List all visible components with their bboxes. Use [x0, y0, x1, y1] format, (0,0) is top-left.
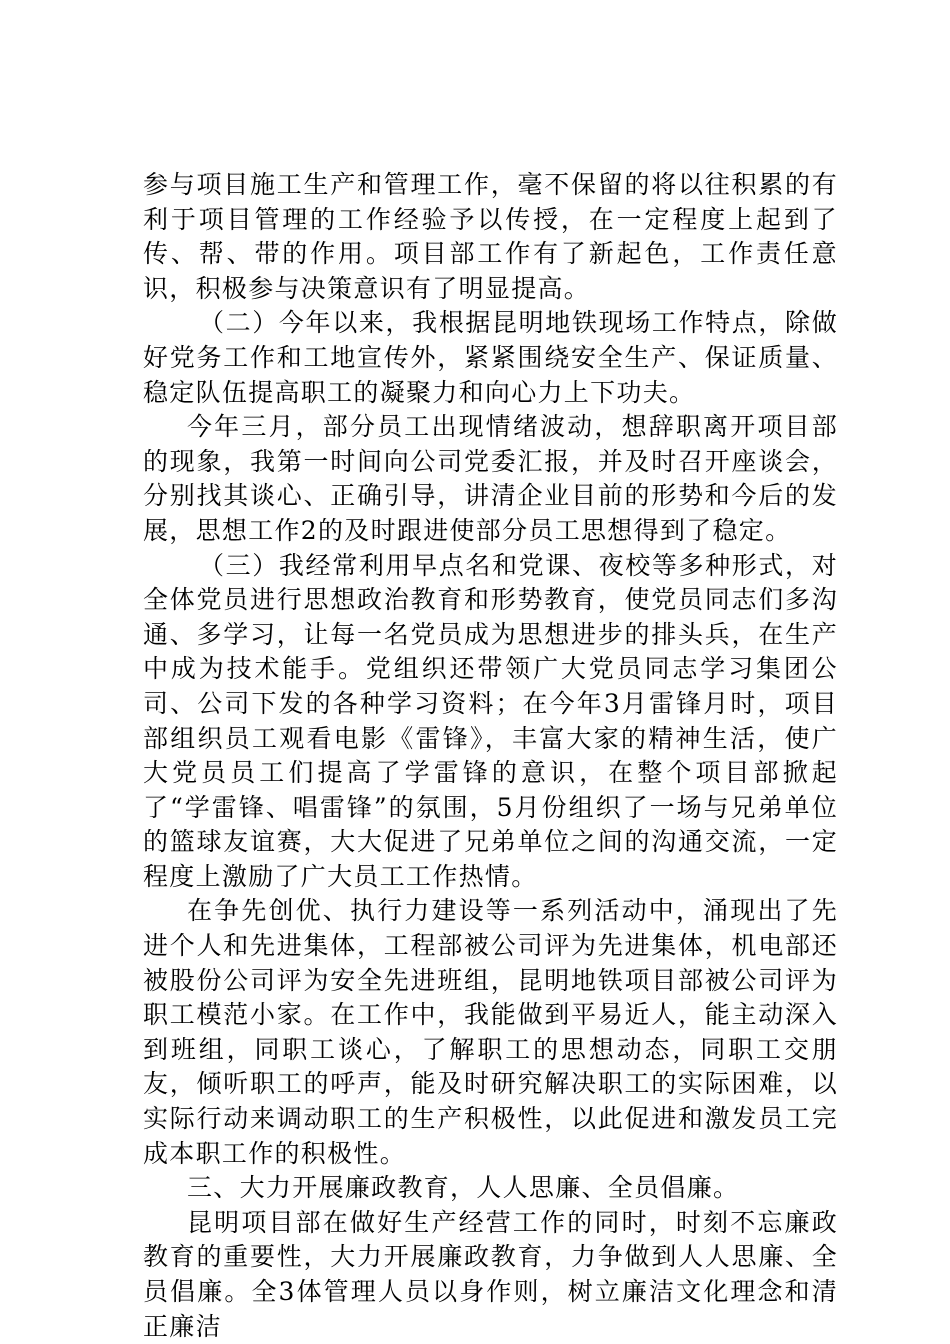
paragraph-continuation: 参与项目施工生产和管理工作，毫不保留的将以往积累的有利于项目管理的工作经验予以传授，在一定程度上起到了传、帮、带的作用。项目部工作有了新起色，工作责任意识，积极参与决策意识有了明显提高。 [143, 170, 838, 303]
paragraph-integrity: 昆明项目部在做好生产经营工作的同时，时刻不忘廉政教育的重要性，大力开展廉政教育，力争做到人人思廉、全员倡廉。全3体管理人员以身作则，树立廉洁文化理念和清正廉洁 [143, 1207, 838, 1341]
paragraph-section-three: （三）我经常利用早点名和党课、夜校等多种形式，对全体党员进行思想政治教育和形势教育，使党员同志们多沟通、多学习，让每一名党员成为思想进步的排头兵，在生产中成为技术能手。党组织还带领广大党员同志学习集团公司、公司下发的各种学习资料；在今年3月雷锋月时，项目部组织员工观看电影《雷锋》，丰富大家的精神生活，使广大党员员工们提高了学雷锋的意识，在整个项目部掀起了“学雷锋、唱雷锋”的氛围，5月份组织了一场与兄弟单位的篮球友谊赛，大大促进了兄弟单位之间的沟通交流，一定程度上激励了广大员工工作热情。 [143, 550, 838, 891]
document-body [143, 168, 838, 1344]
paragraph-excellence: 在争先创优、执行力建设等一系列活动中，涌现出了先进个人和先进集体，工程部被公司评为先进集体，机电部还被股份公司评为安全先进班组，昆明地铁项目部被公司评为职工模范小家。在工作中，我能做到平易近人，能主动深入到班组，同职工谈心，了解职工的思想动态，同职工交朋友，倾听职工的呼声，能及时研究解决职工的实际困难，以实际行动来调动职工的生产积极性，以此促进和激发员工完成本职工作的积极性。 [143, 896, 838, 1168]
section-heading-integrity: 三、大力开展廉政教育，人人思廉、全员倡廉。 [187, 1173, 740, 1203]
paragraph-section-two: （二）今年以来，我根据昆明地铁现场工作特点，除做好党务工作和工地宣传外，紧紧围绕安全生产、保证质量、稳定队伍提高职工的凝聚力和向心力上下功夫。 [143, 308, 838, 407]
paragraph-march: 今年三月，部分员工出现情绪波动，想辞职离开项目部的现象，我第一时间向公司党委汇报，并及时召开座谈会，分别找其谈心、正确引导，讲清企业目前的形势和今后的发展，思想工作2的及时跟进使部分员工思想得到了稳定。 [143, 412, 838, 545]
